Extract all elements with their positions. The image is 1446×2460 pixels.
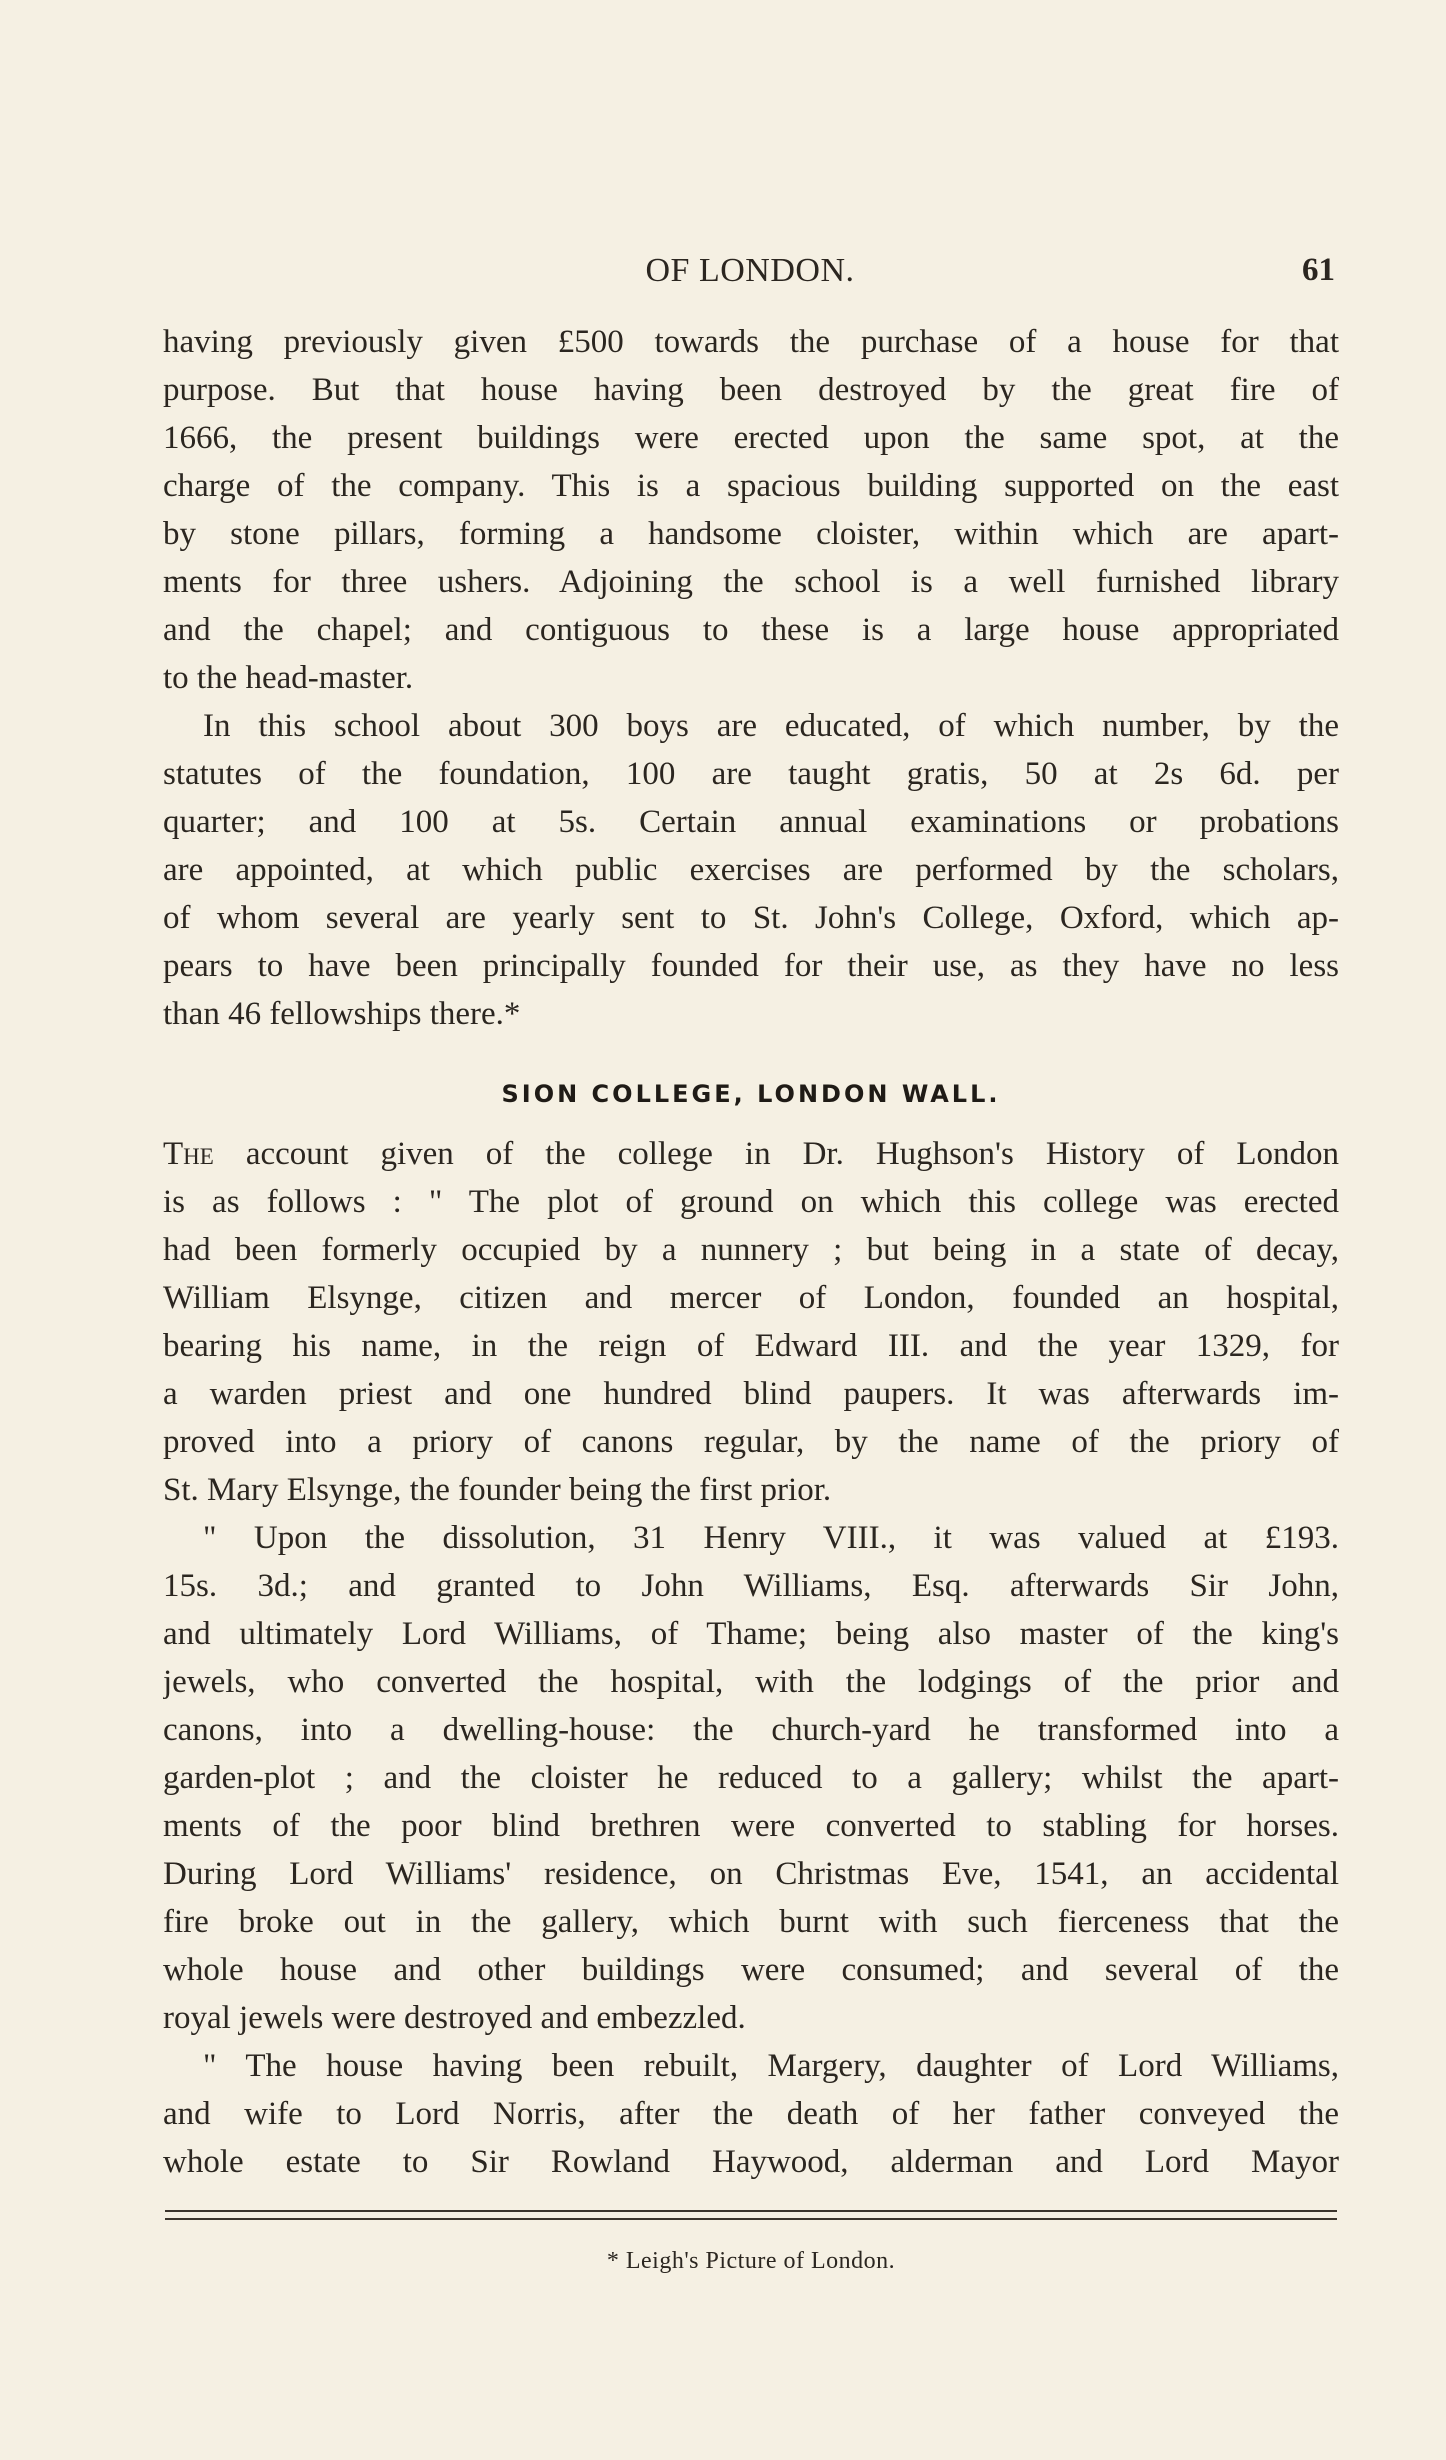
text-line: St. Mary Elsynge, the founder being the first prior. bbox=[163, 1472, 832, 1508]
text-line: bearing his name, in the reign of Edward III. and the year 1329, for bbox=[163, 1328, 1339, 1364]
text-line: " The house having been rebuilt, Margery, daughter of Lord Williams, bbox=[203, 2048, 1339, 2084]
text-line: and ultimately Lord Williams, of Thame; being also master of the king's bbox=[163, 1616, 1339, 1652]
text-line: whole estate to Sir Rowland Haywood, alderman and Lord Mayor bbox=[163, 2144, 1339, 2180]
text-line bbox=[163, 1130, 1339, 1178]
text-line: pears to have been principally founded for their use, as they have no less bbox=[163, 948, 1339, 984]
text-line: by stone pillars, forming a handsome cloister, within which are apart- bbox=[163, 516, 1339, 552]
text-line: whole house and other buildings were consumed; and several of the bbox=[163, 1952, 1339, 1988]
text-line: 1666, the present buildings were erected upon the same spot, at the bbox=[163, 420, 1339, 456]
text-line: canons, into a dwelling-house: the church-yard he transformed into a bbox=[163, 1712, 1339, 1748]
text-line: than 46 fellowships there.* bbox=[163, 996, 521, 1032]
section-heading: SION COLLEGE, LONDON WALL. bbox=[501, 1080, 1001, 1108]
text-line: had been formerly occupied by a nunnery ; but being in a state of decay, bbox=[163, 1232, 1339, 1268]
text-line: proved into a priory of canons regular, by the name of the priory of bbox=[163, 1424, 1339, 1460]
footnote-rule bbox=[165, 2210, 1337, 2212]
text-line: and wife to Lord Norris, after the death of her father conveyed the bbox=[163, 2096, 1339, 2132]
text-line: quarter; and 100 at 5s. Certain annual examinations or probations bbox=[163, 804, 1339, 840]
text-line: of whom several are yearly sent to St. John's College, Oxford, which ap- bbox=[163, 900, 1339, 936]
text-line: In this school about 300 boys are educated, of which number, by the bbox=[203, 708, 1339, 744]
text-line: ments for three ushers. Adjoining the school is a well furnished library bbox=[163, 564, 1339, 600]
page-number: 61 bbox=[1302, 252, 1335, 288]
text-line: a warden priest and one hundred blind paupers. It was afterwards im- bbox=[163, 1376, 1339, 1412]
text-line: William Elsynge, citizen and mercer of London, founded an hospital, bbox=[163, 1280, 1339, 1316]
text-line: to the head-master. bbox=[163, 660, 414, 696]
text-line: statutes of the foundation, 100 are taught gratis, 50 at 2s 6d. per bbox=[163, 756, 1339, 792]
text-line: garden-plot ; and the cloister he reduced to a gallery; whilst the apart- bbox=[163, 1760, 1339, 1796]
text-line: is as follows : " The plot of ground on which this college was erected bbox=[163, 1184, 1339, 1220]
footnote-rule bbox=[165, 2218, 1337, 2220]
text-line: purpose. But that house having been destroyed by the great fire of bbox=[163, 372, 1339, 408]
text-line: royal jewels were destroyed and embezzled. bbox=[163, 2000, 746, 2036]
text-line: are appointed, at which public exercises are performed by the scholars, bbox=[163, 852, 1339, 888]
text-line-rest: account given of the college in Dr. Hughson's History of London bbox=[213, 1136, 1339, 1172]
text-line: having previously given £500 towards the purchase of a house for that bbox=[163, 324, 1339, 360]
text-line: During Lord Williams' residence, on Christmas Eve, 1541, an accidental bbox=[163, 1856, 1339, 1892]
running-title: OF LONDON. bbox=[645, 252, 855, 289]
page-header bbox=[165, 252, 1335, 296]
footnote: * Leigh's Picture of London. bbox=[606, 2248, 896, 2274]
dropcap-word: The bbox=[163, 1136, 214, 1172]
text-line: ments of the poor blind brethren were converted to stabling for horses. bbox=[163, 1808, 1339, 1844]
text-line: " Upon the dissolution, 31 Henry VIII., it was valued at £193. bbox=[203, 1520, 1339, 1556]
text-line: 15s. 3d.; and granted to John Williams, Esq. afterwards Sir John, bbox=[163, 1568, 1339, 1604]
text-line: jewels, who converted the hospital, with the lodgings of the prior and bbox=[163, 1664, 1339, 1700]
text-line: fire broke out in the gallery, which burnt with such fierceness that the bbox=[163, 1904, 1339, 1940]
body-text bbox=[163, 318, 1339, 2186]
text-line: and the chapel; and contiguous to these is a large house appropriated bbox=[163, 612, 1339, 648]
text-line: charge of the company. This is a spacious building supported on the east bbox=[163, 468, 1339, 504]
